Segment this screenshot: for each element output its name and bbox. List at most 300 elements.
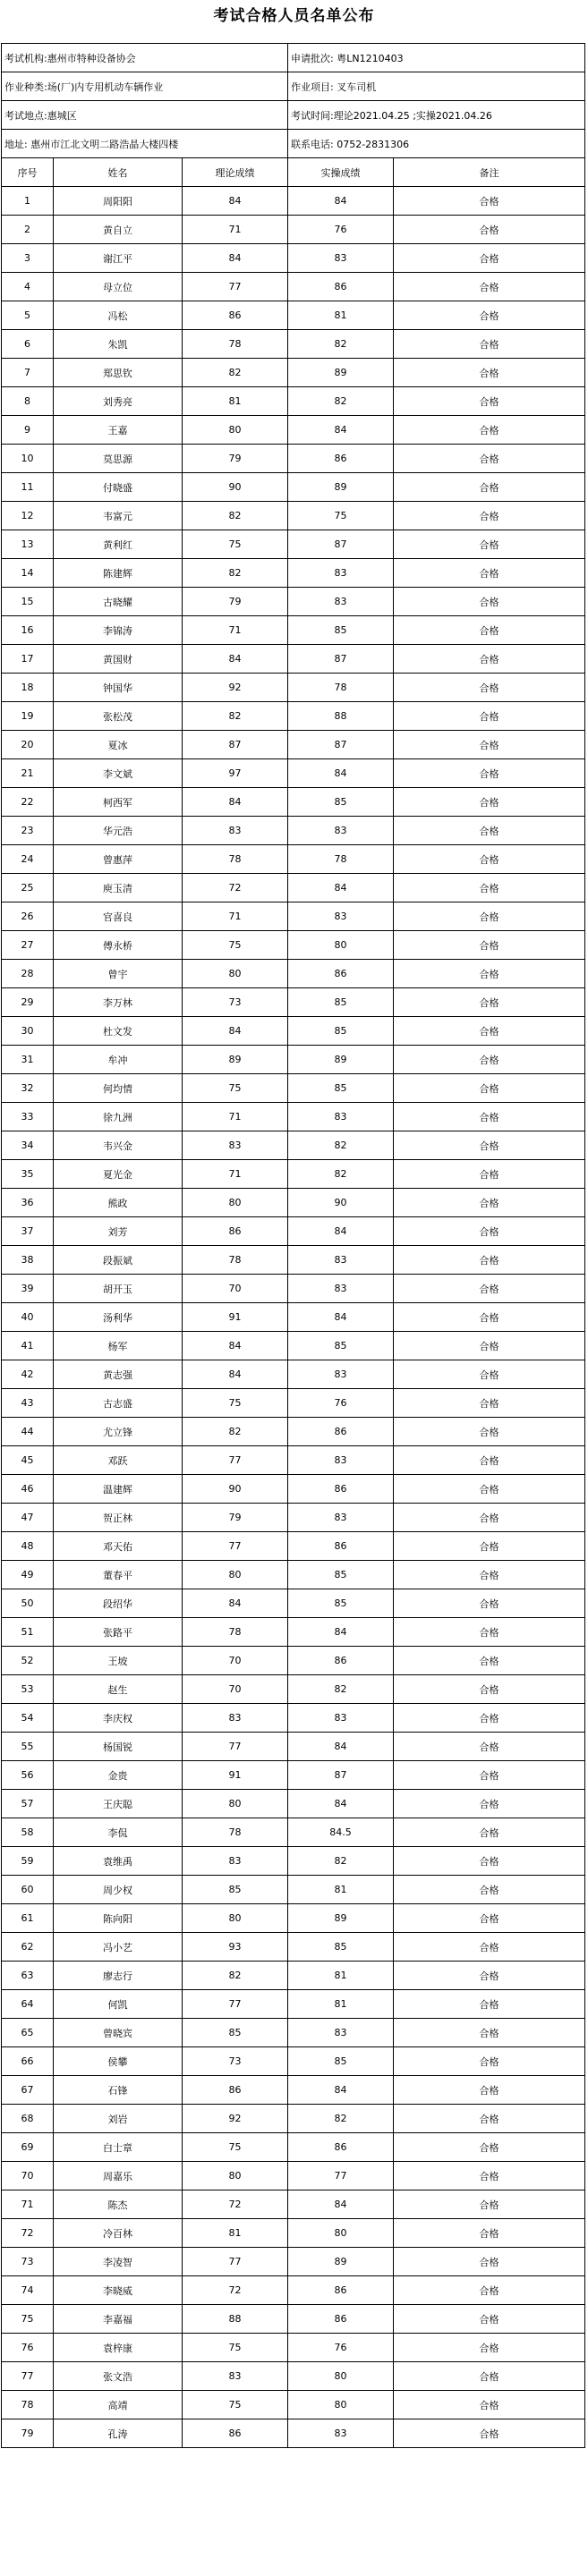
cell-no: 46 xyxy=(2,1475,54,1504)
cell-theory-score: 83 xyxy=(183,1847,288,1876)
cell-name: 莫思源 xyxy=(54,445,183,473)
table-row xyxy=(2,874,585,902)
table-row xyxy=(2,1876,585,1904)
table-row xyxy=(2,1962,585,1990)
cell-name: 李庆权 xyxy=(54,1704,183,1733)
cell-theory-score: 91 xyxy=(183,1761,288,1790)
cell-remark: 合格 xyxy=(394,702,585,731)
cell-remark: 合格 xyxy=(394,1790,585,1818)
cell-no: 65 xyxy=(2,2019,54,2047)
table-row xyxy=(2,2362,585,2391)
cell-no: 29 xyxy=(2,988,54,1017)
cell-remark: 合格 xyxy=(394,2105,585,2133)
cell-name: 金贵 xyxy=(54,1761,183,1790)
cell-no: 43 xyxy=(2,1389,54,1418)
cell-theory-score: 88 xyxy=(183,2305,288,2334)
cell-practice-score: 76 xyxy=(288,1389,394,1418)
table-row xyxy=(2,1389,585,1418)
cell-remark: 合格 xyxy=(394,2162,585,2190)
table-row xyxy=(2,817,585,845)
table-row xyxy=(2,2162,585,2190)
cell-practice-score: 90 xyxy=(288,1189,394,1217)
cell-practice-score: 83 xyxy=(288,1504,394,1532)
cell-name: 黄利红 xyxy=(54,530,183,559)
cell-practice-score: 84 xyxy=(288,1217,394,1246)
cell-practice-score: 82 xyxy=(288,387,394,416)
cell-remark: 合格 xyxy=(394,2076,585,2105)
cell-theory-score: 91 xyxy=(183,1303,288,1332)
cell-practice-score: 81 xyxy=(288,301,394,330)
cell-theory-score: 77 xyxy=(183,1733,288,1761)
cell-no: 76 xyxy=(2,2334,54,2362)
cell-name: 邓跃 xyxy=(54,1446,183,1475)
table-row xyxy=(2,1017,585,1046)
cell-remark: 合格 xyxy=(394,616,585,645)
table-row xyxy=(2,2133,585,2162)
cell-name: 李万林 xyxy=(54,988,183,1017)
cell-theory-score: 80 xyxy=(183,1189,288,1217)
table-row xyxy=(2,1475,585,1504)
cell-practice-score: 87 xyxy=(288,530,394,559)
cell-remark: 合格 xyxy=(394,1360,585,1389)
col-header-practice: 实操成绩 xyxy=(288,158,394,187)
table-row xyxy=(2,2076,585,2105)
cell-theory-score: 75 xyxy=(183,1389,288,1418)
cell-no: 48 xyxy=(2,1532,54,1561)
cell-theory-score: 71 xyxy=(183,616,288,645)
table-row xyxy=(2,674,585,702)
cell-practice-score: 82 xyxy=(288,1160,394,1189)
cell-name: 何凯 xyxy=(54,1990,183,2019)
cell-remark: 合格 xyxy=(394,416,585,445)
table-row xyxy=(2,1618,585,1647)
cell-no: 14 xyxy=(2,559,54,588)
cell-name: 傅永桥 xyxy=(54,931,183,960)
cell-no: 70 xyxy=(2,2162,54,2190)
cell-remark: 合格 xyxy=(394,2391,585,2419)
cell-theory-score: 78 xyxy=(183,330,288,359)
cell-practice-score: 86 xyxy=(288,1647,394,1675)
cell-name: 张路平 xyxy=(54,1618,183,1647)
cell-no: 54 xyxy=(2,1704,54,1733)
cell-no: 16 xyxy=(2,616,54,645)
cell-no: 71 xyxy=(2,2190,54,2219)
cell-name: 陈向阳 xyxy=(54,1904,183,1933)
table-row xyxy=(2,616,585,645)
cell-theory-score: 70 xyxy=(183,1675,288,1704)
cell-practice-score: 81 xyxy=(288,1990,394,2019)
cell-no: 34 xyxy=(2,1131,54,1160)
cell-name: 何均情 xyxy=(54,1074,183,1103)
cell-practice-score: 85 xyxy=(288,2047,394,2076)
cell-practice-score: 86 xyxy=(288,273,394,301)
cell-practice-score: 82 xyxy=(288,1847,394,1876)
cell-theory-score: 86 xyxy=(183,1217,288,1246)
cell-no: 15 xyxy=(2,588,54,616)
cell-name: 邓天佑 xyxy=(54,1532,183,1561)
cell-practice-score: 76 xyxy=(288,2334,394,2362)
cell-theory-score: 82 xyxy=(183,1418,288,1446)
cell-remark: 合格 xyxy=(394,1189,585,1217)
cell-remark: 合格 xyxy=(394,1446,585,1475)
cell-no: 24 xyxy=(2,845,54,874)
cell-name: 段绍华 xyxy=(54,1589,183,1618)
cell-theory-score: 71 xyxy=(183,1160,288,1189)
cell-theory-score: 71 xyxy=(183,216,288,244)
cell-theory-score: 82 xyxy=(183,1962,288,1990)
cell-remark: 合格 xyxy=(394,645,585,674)
cell-name: 朱凯 xyxy=(54,330,183,359)
cell-name: 黄志强 xyxy=(54,1360,183,1389)
cell-no: 66 xyxy=(2,2047,54,2076)
table-row xyxy=(2,1446,585,1475)
cell-theory-score: 82 xyxy=(183,559,288,588)
info-row xyxy=(2,72,585,101)
table-row xyxy=(2,988,585,1017)
table-row xyxy=(2,1561,585,1589)
cell-practice-score: 86 xyxy=(288,2305,394,2334)
cell-name: 刘秀亮 xyxy=(54,387,183,416)
cell-name: 李嘉福 xyxy=(54,2305,183,2334)
table-row xyxy=(2,1131,585,1160)
cell-name: 段振斌 xyxy=(54,1246,183,1275)
cell-remark: 合格 xyxy=(394,1876,585,1904)
cell-name: 石锋 xyxy=(54,2076,183,2105)
cell-remark: 合格 xyxy=(394,931,585,960)
cell-remark: 合格 xyxy=(394,1532,585,1561)
cell-remark: 合格 xyxy=(394,559,585,588)
cell-no: 55 xyxy=(2,1733,54,1761)
cell-practice-score: 82 xyxy=(288,1675,394,1704)
cell-name: 温建辉 xyxy=(54,1475,183,1504)
table-row xyxy=(2,588,585,616)
cell-theory-score: 77 xyxy=(183,1532,288,1561)
cell-remark: 合格 xyxy=(394,2248,585,2276)
table-row xyxy=(2,1761,585,1790)
cell-theory-score: 83 xyxy=(183,817,288,845)
cell-name: 刘岩 xyxy=(54,2105,183,2133)
cell-no: 20 xyxy=(2,731,54,759)
cell-practice-score: 86 xyxy=(288,2133,394,2162)
cell-remark: 合格 xyxy=(394,473,585,502)
cell-theory-score: 71 xyxy=(183,902,288,931)
cell-practice-score: 80 xyxy=(288,931,394,960)
table-row xyxy=(2,1275,585,1303)
info-row xyxy=(2,130,585,158)
table-row xyxy=(2,1532,585,1561)
cell-remark: 合格 xyxy=(394,2419,585,2448)
cell-name: 袁梓康 xyxy=(54,2334,183,2362)
table-row xyxy=(2,216,585,244)
cell-name: 韦富元 xyxy=(54,502,183,530)
cell-remark: 合格 xyxy=(394,2276,585,2305)
cell-theory-score: 93 xyxy=(183,1933,288,1962)
cell-no: 67 xyxy=(2,2076,54,2105)
cell-theory-score: 70 xyxy=(183,1275,288,1303)
cell-remark: 合格 xyxy=(394,845,585,874)
cell-practice-score: 84 xyxy=(288,1790,394,1818)
table-row xyxy=(2,1504,585,1532)
cell-theory-score: 77 xyxy=(183,273,288,301)
cell-practice-score: 89 xyxy=(288,2248,394,2276)
table-row xyxy=(2,702,585,731)
cell-theory-score: 75 xyxy=(183,931,288,960)
table-row xyxy=(2,1074,585,1103)
cell-remark: 合格 xyxy=(394,1761,585,1790)
cell-name: 侯攀 xyxy=(54,2047,183,2076)
cell-remark: 合格 xyxy=(394,1618,585,1647)
cell-no: 13 xyxy=(2,530,54,559)
cell-practice-score: 82 xyxy=(288,1131,394,1160)
cell-remark: 合格 xyxy=(394,1647,585,1675)
table-row xyxy=(2,1933,585,1962)
cell-remark: 合格 xyxy=(394,902,585,931)
cell-no: 25 xyxy=(2,874,54,902)
cell-name: 王坡 xyxy=(54,1647,183,1675)
cell-practice-score: 86 xyxy=(288,1532,394,1561)
cell-practice-score: 80 xyxy=(288,2362,394,2391)
table-header-row xyxy=(2,158,585,187)
cell-remark: 合格 xyxy=(394,874,585,902)
cell-theory-score: 79 xyxy=(183,588,288,616)
cell-name: 李凌智 xyxy=(54,2248,183,2276)
cell-remark: 合格 xyxy=(394,1332,585,1360)
cell-theory-score: 85 xyxy=(183,2019,288,2047)
table-row xyxy=(2,960,585,988)
cell-practice-score: 83 xyxy=(288,817,394,845)
cell-remark: 合格 xyxy=(394,530,585,559)
cell-remark: 合格 xyxy=(394,1733,585,1761)
table-row xyxy=(2,2190,585,2219)
cell-practice-score: 84 xyxy=(288,1618,394,1647)
cell-practice-score: 85 xyxy=(288,788,394,817)
cell-practice-score: 88 xyxy=(288,702,394,731)
cell-practice-score: 85 xyxy=(288,1074,394,1103)
cell-theory-score: 72 xyxy=(183,2276,288,2305)
cell-theory-score: 75 xyxy=(183,530,288,559)
cell-name: 母立位 xyxy=(54,273,183,301)
cell-remark: 合格 xyxy=(394,273,585,301)
table-row xyxy=(2,273,585,301)
cell-no: 10 xyxy=(2,445,54,473)
table-row xyxy=(2,2419,585,2448)
cell-name: 廖志行 xyxy=(54,1962,183,1990)
table-row xyxy=(2,1046,585,1074)
cell-name: 李文斌 xyxy=(54,759,183,788)
table-row xyxy=(2,1217,585,1246)
table-row xyxy=(2,1847,585,1876)
cell-name: 李锦涛 xyxy=(54,616,183,645)
cell-theory-score: 86 xyxy=(183,301,288,330)
cell-remark: 合格 xyxy=(394,2133,585,2162)
cell-no: 27 xyxy=(2,931,54,960)
table-row xyxy=(2,1675,585,1704)
cell-theory-score: 84 xyxy=(183,788,288,817)
cell-theory-score: 79 xyxy=(183,1504,288,1532)
cell-name: 刘芳 xyxy=(54,1217,183,1246)
table-row xyxy=(2,2047,585,2076)
cell-remark: 合格 xyxy=(394,1303,585,1332)
cell-no: 61 xyxy=(2,1904,54,1933)
cell-remark: 合格 xyxy=(394,1847,585,1876)
cell-remark: 合格 xyxy=(394,1704,585,1733)
cell-theory-score: 82 xyxy=(183,502,288,530)
cell-name: 曾晓宾 xyxy=(54,2019,183,2047)
cell-remark: 合格 xyxy=(394,502,585,530)
cell-theory-score: 75 xyxy=(183,2133,288,2162)
cell-practice-score: 85 xyxy=(288,1589,394,1618)
cell-remark: 合格 xyxy=(394,2305,585,2334)
cell-no: 42 xyxy=(2,1360,54,1389)
exam-org: 考试机构:惠州市特种设备协会 xyxy=(2,44,288,72)
table-row xyxy=(2,1246,585,1275)
cell-practice-score: 82 xyxy=(288,2105,394,2133)
cell-name: 贺正林 xyxy=(54,1504,183,1532)
apply-batch: 申请批次: 粤LN1210403 xyxy=(288,44,585,72)
cell-remark: 合格 xyxy=(394,1475,585,1504)
cell-practice-score: 87 xyxy=(288,645,394,674)
table-row xyxy=(2,931,585,960)
cell-name: 孔涛 xyxy=(54,2419,183,2448)
cell-name: 古志盛 xyxy=(54,1389,183,1418)
cell-remark: 合格 xyxy=(394,1046,585,1074)
table-row xyxy=(2,1904,585,1933)
cell-theory-score: 84 xyxy=(183,1360,288,1389)
col-header-remark: 备注 xyxy=(394,158,585,187)
table-row xyxy=(2,387,585,416)
cell-name: 陈杰 xyxy=(54,2190,183,2219)
cell-no: 57 xyxy=(2,1790,54,1818)
cell-practice-score: 81 xyxy=(288,1876,394,1904)
cell-theory-score: 80 xyxy=(183,1561,288,1589)
table-row xyxy=(2,1189,585,1217)
cell-theory-score: 85 xyxy=(183,1876,288,1904)
cell-no: 28 xyxy=(2,960,54,988)
table-row xyxy=(2,473,585,502)
cell-remark: 合格 xyxy=(394,445,585,473)
table-row xyxy=(2,1990,585,2019)
table-row xyxy=(2,1589,585,1618)
cell-no: 68 xyxy=(2,2105,54,2133)
cell-name: 牟冲 xyxy=(54,1046,183,1074)
cell-name: 柯西军 xyxy=(54,788,183,817)
cell-no: 37 xyxy=(2,1217,54,1246)
cell-name: 曾惠萍 xyxy=(54,845,183,874)
cell-name: 徐九洲 xyxy=(54,1103,183,1131)
table-row xyxy=(2,1704,585,1733)
cell-name: 官喜良 xyxy=(54,902,183,931)
table-row xyxy=(2,330,585,359)
cell-remark: 合格 xyxy=(394,1017,585,1046)
table-row xyxy=(2,530,585,559)
cell-theory-score: 80 xyxy=(183,416,288,445)
cell-no: 75 xyxy=(2,2305,54,2334)
cell-theory-score: 78 xyxy=(183,1818,288,1847)
col-header-theory: 理论成绩 xyxy=(183,158,288,187)
cell-name: 赵生 xyxy=(54,1675,183,1704)
cell-theory-score: 80 xyxy=(183,2162,288,2190)
cell-no: 8 xyxy=(2,387,54,416)
table-row xyxy=(2,1103,585,1131)
table-row xyxy=(2,2305,585,2334)
table-row xyxy=(2,845,585,874)
cell-remark: 合格 xyxy=(394,301,585,330)
cell-remark: 合格 xyxy=(394,731,585,759)
cell-practice-score: 75 xyxy=(288,502,394,530)
work-category: 作业种类:场(厂)内专用机动车辆作业 xyxy=(2,72,288,101)
table-row xyxy=(2,1332,585,1360)
cell-remark: 合格 xyxy=(394,1389,585,1418)
table-row xyxy=(2,1360,585,1389)
info-row xyxy=(2,44,585,72)
cell-name: 夏冰 xyxy=(54,731,183,759)
cell-remark: 合格 xyxy=(394,2334,585,2362)
cell-remark: 合格 xyxy=(394,2047,585,2076)
cell-remark: 合格 xyxy=(394,674,585,702)
cell-remark: 合格 xyxy=(394,1418,585,1446)
cell-theory-score: 82 xyxy=(183,702,288,731)
cell-practice-score: 80 xyxy=(288,2219,394,2248)
cell-theory-score: 75 xyxy=(183,2334,288,2362)
cell-practice-score: 83 xyxy=(288,2019,394,2047)
cell-practice-score: 83 xyxy=(288,588,394,616)
table-row xyxy=(2,2276,585,2305)
cell-no: 9 xyxy=(2,416,54,445)
table-row xyxy=(2,2248,585,2276)
table-row xyxy=(2,559,585,588)
cell-no: 56 xyxy=(2,1761,54,1790)
cell-remark: 合格 xyxy=(394,960,585,988)
table-row xyxy=(2,2105,585,2133)
cell-name: 韦兴金 xyxy=(54,1131,183,1160)
table-row xyxy=(2,244,585,273)
table-row xyxy=(2,416,585,445)
table-row xyxy=(2,502,585,530)
cell-remark: 合格 xyxy=(394,387,585,416)
cell-no: 30 xyxy=(2,1017,54,1046)
cell-practice-score: 85 xyxy=(288,616,394,645)
cell-no: 31 xyxy=(2,1046,54,1074)
table-row xyxy=(2,187,585,216)
cell-no: 49 xyxy=(2,1561,54,1589)
cell-name: 谢江平 xyxy=(54,244,183,273)
cell-practice-score: 85 xyxy=(288,988,394,1017)
cell-practice-score: 82 xyxy=(288,330,394,359)
cell-practice-score: 83 xyxy=(288,559,394,588)
cell-remark: 合格 xyxy=(394,1904,585,1933)
cell-name: 付晓盛 xyxy=(54,473,183,502)
cell-remark: 合格 xyxy=(394,588,585,616)
cell-no: 1 xyxy=(2,187,54,216)
cell-remark: 合格 xyxy=(394,1990,585,2019)
cell-practice-score: 84 xyxy=(288,1733,394,1761)
cell-theory-score: 86 xyxy=(183,2419,288,2448)
cell-theory-score: 84 xyxy=(183,187,288,216)
cell-practice-score: 84 xyxy=(288,759,394,788)
cell-no: 38 xyxy=(2,1246,54,1275)
cell-no: 33 xyxy=(2,1103,54,1131)
cell-name: 古晓耀 xyxy=(54,588,183,616)
cell-practice-score: 89 xyxy=(288,473,394,502)
cell-practice-score: 89 xyxy=(288,359,394,387)
cell-practice-score: 85 xyxy=(288,1017,394,1046)
cell-name: 尤立锋 xyxy=(54,1418,183,1446)
cell-no: 74 xyxy=(2,2276,54,2305)
cell-practice-score: 87 xyxy=(288,731,394,759)
cell-name: 周嘉乐 xyxy=(54,2162,183,2190)
col-header-name: 姓名 xyxy=(54,158,183,187)
cell-remark: 合格 xyxy=(394,2019,585,2047)
